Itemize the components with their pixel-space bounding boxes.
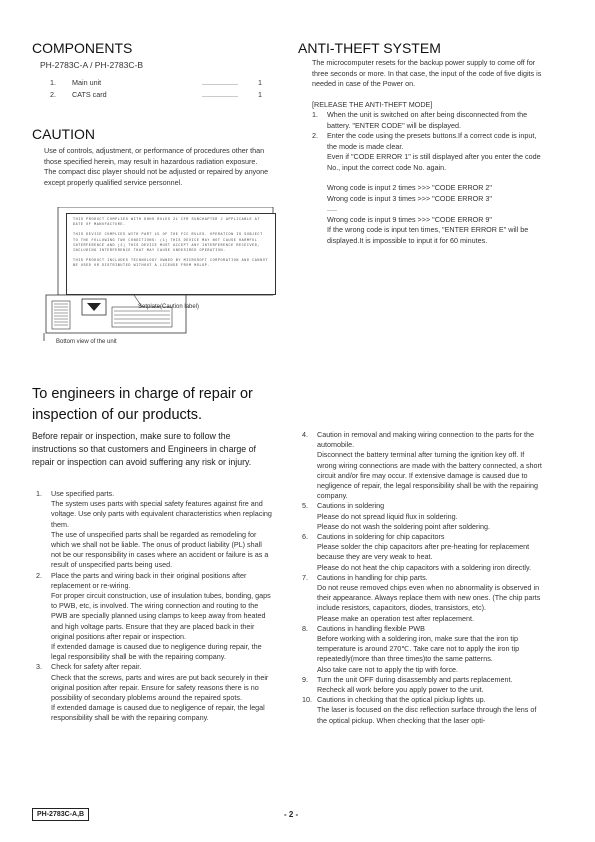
item-title: Cautions in soldering — [317, 501, 385, 511]
step-text: When the unit is switched on after being disconnected from the battery. "ENTER CODE" will be displayed. — [327, 110, 528, 130]
wrong-code-line: Wrong code is input 2 times >>> "CODE ERROR 2" — [327, 183, 492, 192]
item-name: Main unit — [72, 77, 102, 87]
item-title: Cautions in checking that the optical pickup lights up. — [317, 695, 486, 705]
item-title: Cautions in handling flexible PWB — [317, 623, 425, 633]
caution-para-1: Use of controls, adjustment, or performance of procedures other than those specified herein, may result in hazardous radiation exposure. — [44, 146, 265, 166]
step-text: Enter the code using the presets buttons.If a correct code is input, the mode is made clear. — [327, 131, 537, 151]
item-body: Check that the screws, parts and wires are put back securely in their original position after repair. Ensure for safety reasons there is no possibility of secondary ploblems around the repaired spots. If extended damage is caused due to negligence of repair, the legal responsibility shall be with the repairing company. — [51, 672, 269, 723]
list-item — [302, 624, 542, 675]
caution-label-box — [66, 213, 276, 295]
antitheft-body — [312, 58, 542, 246]
item-name: CATS card — [72, 89, 107, 99]
list-item — [302, 430, 542, 501]
item-title: Use specified parts. — [51, 489, 115, 498]
item-title: Cautions in soldering for chip capacitors — [317, 532, 445, 542]
label-para-3: THIS PRODUCT INCLUDES TECHNOLOGY OWNED BY MICROSOFT CORPORATION AND CANNOT BE USED OR DISTRIBUTED WITHOUT A LICENSE FROM MSLGP. — [73, 259, 268, 269]
setplate-caption: Setplate(Caution label) — [138, 304, 200, 310]
list-item — [302, 675, 542, 695]
wrong-code-final: If the wrong code is input ten times, "ENTER ERROR E" will be displayed.It is impossible to input it for 60 minutes. — [327, 225, 529, 245]
item-body: Please do not spread liquid flux in soldering. Please do not wash the soldering point after soldering. — [317, 511, 491, 531]
components-model: PH-2783C-A / PH-2783C-B — [40, 60, 143, 70]
list-item — [50, 76, 270, 88]
list-item — [302, 532, 542, 573]
item-title: Turn the unit OFF during disassembly and parts replacement. — [317, 674, 513, 684]
item-dots: .................. — [202, 89, 238, 99]
list-item — [36, 662, 272, 723]
list-item — [50, 88, 270, 100]
item-body: Disconnect the battery terminal after turning the ignition key off. If wrong wiring connections are made with the battery connected, a short circuit and/or fire may occur. If extensive damage is caused due to negligence of repair, the legal responsibility shall be with the repairing company. — [317, 450, 542, 501]
item-title: Cautions in handling for chip parts. — [317, 572, 428, 582]
item-number: 7. — [302, 572, 308, 582]
bottom-view-illustration — [42, 207, 274, 342]
list-item — [302, 501, 542, 532]
label-para-1: THIS PRODUCT COMPLIES WITH DHHS RULES 21 CFR SUBCHAPTER J APPLICABLE AT DATE OF MANUFACTURE. — [73, 218, 261, 228]
wrong-code-line: Wrong code is input 9 times >>> "CODE ERROR 9" — [327, 214, 492, 224]
wrong-code-block — [312, 183, 542, 246]
engineers-heading: To engineers in charge of repair or inspection of our products. — [32, 386, 253, 423]
item-number: 8. — [302, 623, 308, 633]
item-body: Please solder the chip capacitors after pre-heating for replacement because they are very weak to heat. Please do not heat the chip capacitors with a soldering iron directly. — [317, 542, 532, 572]
release-heading: [RELEASE THE ANTI-THEFT MODE] — [312, 99, 433, 109]
item-body: Do not reuse removed chips even when no abnormality is observed in their appearance. Always replace them with new ones. (The chip parts include resistors, capacitors, diodes, transistors, etc). Please make an operation test after replacement. — [317, 583, 541, 623]
engineers-intro: Before repair or inspection, make sure to follow the instructions so that customers and Engineers in charge of repair or inspection can avoid suffering any risk or injury. — [32, 431, 256, 468]
components-list — [50, 76, 270, 100]
item-number: 10. — [302, 695, 312, 705]
item-number: 3. — [36, 662, 42, 672]
item-title: Check for safety after repair. — [51, 662, 142, 672]
page-number: - 2 - — [284, 810, 299, 819]
components-heading: COMPONENTS — [32, 40, 133, 56]
item-number: 2. — [36, 570, 42, 580]
item-body: Recheck all work before you apply power to the unit. — [317, 685, 484, 695]
engineers-left-column — [36, 489, 272, 724]
step-2-extra: Even if "CODE ERROR 1" is still displayed after you enter the code No., input the correct code No. again. — [327, 152, 541, 172]
item-number: 4. — [302, 430, 308, 439]
item-title: Place the parts and wiring back in their original positions after replacement or re-wiring. — [51, 570, 247, 590]
list-item — [302, 695, 542, 726]
item-number: 1. — [36, 489, 42, 498]
wrong-code-dots: ..... — [327, 204, 337, 213]
item-number: 9. — [302, 674, 308, 684]
item-body: The laser is focused on the disc reflection surface through the lens of the optical pickup. When checking that the laser opti- — [317, 705, 537, 725]
caution-para-2: The compact disc player should not be adjusted or repaired by anyone except properly qualified service personnel. — [44, 167, 269, 187]
item-body: Before working with a soldering iron, make sure that the iron tip temperature is around 270℃. Take care not to apply the iron tip repeatedly(more than three times)to the same patterns. Also take care not to apply the tip with force. — [317, 634, 520, 674]
item-body: The system uses parts with special safety features against fire and voltage. Use only parts with equivalent characteristics when replacing them. The use of unspecified parts shall be regarded as remodeling for which we shall not be liable. The onus of product liability (PL) shall not be our responsibility in cases where an accident or failure is as a result of unspecified parts being used. — [51, 499, 272, 570]
list-item — [302, 573, 542, 624]
caution-text — [44, 146, 276, 188]
step-number: 2. — [312, 131, 318, 140]
step-number: 1. — [312, 110, 318, 119]
footer-model-box: PH-2783C-A,B — [32, 808, 89, 821]
label-para-2: THIS DEVICE COMPLIES WITH PART 15 OF THE FCC RULES. OPERATION IS SUBJECT TO THE FOLLOWING TWO CONDITIONS: (1) THIS DEVICE MAY NOT CAUSE HARMFUL INTERFERENCE AND (2) THIS DEVICE MUST ACCEPT ANY INTERFERENCE RECEIVED, INCLUDING INTERFERENCE THAT MAY CAUSE UNDESIRED OPERATION. — [73, 233, 263, 254]
wrong-code-line: Wrong code is input 3 times >>> "CODE ERROR 3" — [327, 193, 492, 203]
caution-heading: CAUTION — [32, 126, 95, 142]
list-item — [312, 131, 542, 152]
item-dots: .................. — [202, 77, 238, 87]
item-number: 5. — [302, 501, 308, 511]
list-item — [312, 110, 542, 131]
list-item — [36, 489, 272, 571]
antitheft-heading: ANTI-THEFT SYSTEM — [298, 40, 441, 56]
item-qty: 1 — [258, 89, 262, 99]
item-body: For proper circuit construction, use of insulation tubes, bonding, gaps to PWB, etc, is involved. The wiring connection and routing to the PWB are specially planned using clamps to keep away from heated and high voltage parts. Ensure that they are placed back in their original positions after repair or inspection. If extended damage is caused due to negligence during repair, the legal responsibility shall be with the repairing company. — [51, 591, 271, 662]
item-number: 1. — [50, 77, 56, 87]
list-item — [36, 571, 272, 663]
item-number: 2. — [50, 89, 56, 99]
bottom-view-caption: Bottom view of the unit — [56, 339, 117, 345]
item-number: 6. — [302, 532, 308, 542]
engineers-right-column — [302, 430, 542, 726]
item-qty: 1 — [258, 77, 262, 87]
antitheft-intro: The microcomputer resets for the backup power supply to come off for three seconds or more. In that case, the input of the code of five digits is needed in case of the Power on. — [312, 58, 542, 88]
item-title: Caution in removal and making wiring connection to the parts for the automobile. — [317, 430, 534, 450]
